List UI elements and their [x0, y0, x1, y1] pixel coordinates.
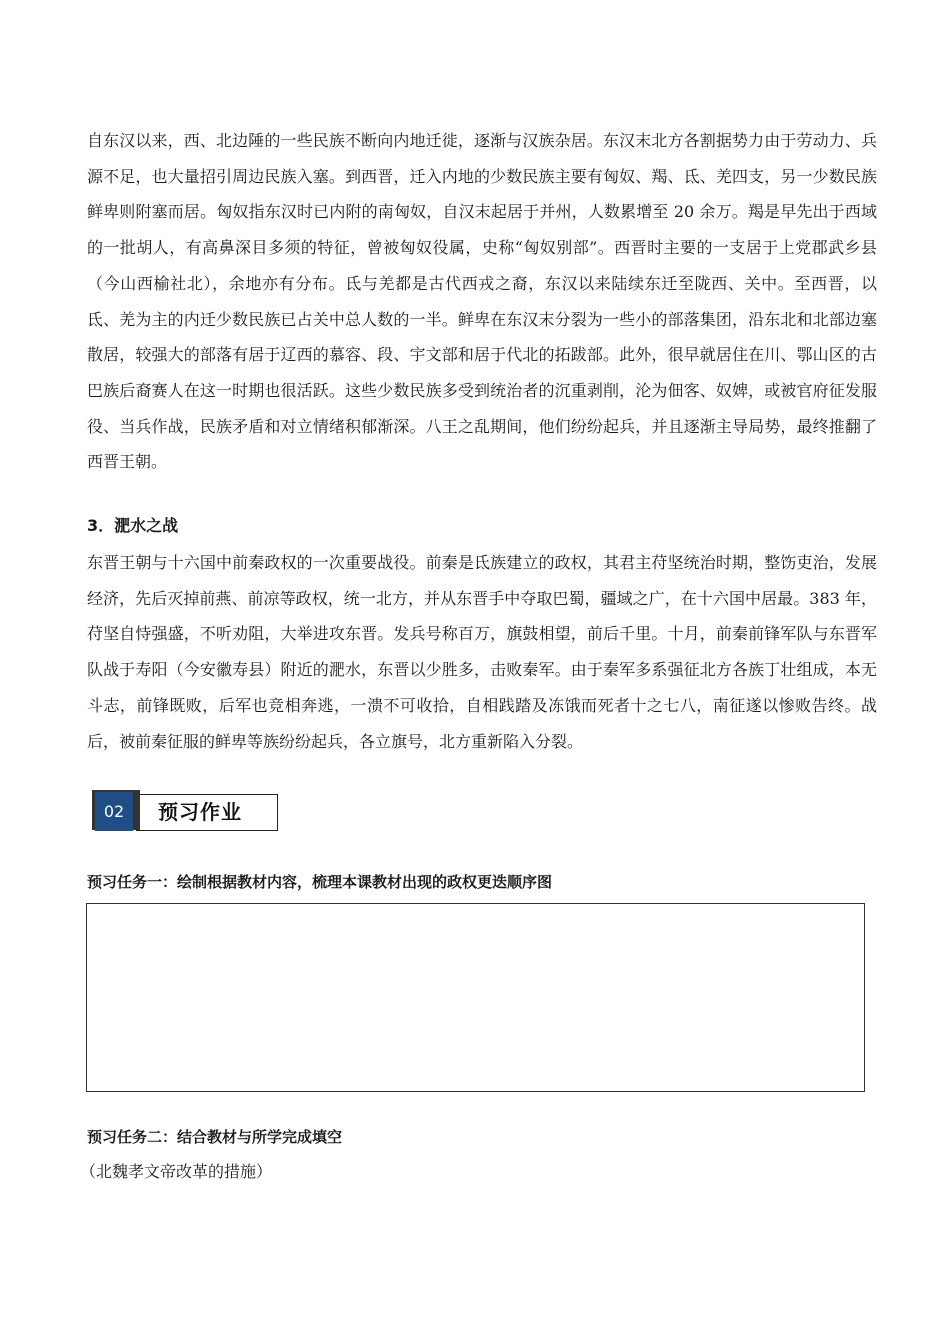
body-paragraph-migration: 自东汉以来，西、北边陲的一些民族不断向内地迁徙，逐渐与汉族杂居。东汉末北方各割据势力由于劳动力、兵源不足，也大量招引周边民族入塞。到西晋，迁入内地的少数民族主要有匈奴、羯、氐、羌四支，另一少数民族鲜卑则附塞而居。匈奴指东汉时已内附的南匈奴，自汉末起居于并州，人数累增至 20 余万。羯是早先出于西域的一批胡人，有高鼻深目多须的特征，曾被匈奴役属，史称“匈奴别部”。西晋时主要的一支居于上党郡武乡县（今山西榆社北），余地亦有分布。氐与羌都是古代西戎之裔，东汉以来陆续东迁至陇西、关中。至西晋，以氐、羌为主的内迁少数民族已占关中总人数的一半。鲜卑在东汉末分裂为一些小的部落集团，沿东北和北部边塞散居，较强大的部落有居于辽西的慕容、段、宇文部和居于代北的拓跋部。此外，很早就居住在川、鄂山区的古巴族后裔赛人在这一时期也很活跃。这些少数民族多受到统治者的沉重剥削，沦为佃客、奴婢，或被官府征发服役、当兵作战，民族矛盾和对立情绪积郁渐深。八王之乱期间，他们纷纷起兵，并且逐渐主导局势，最终推翻了西晋王朝。	[87, 131, 877, 472]
task-two-note: （北魏孝文帝改革的措施）	[80, 1162, 273, 1181]
banner-number-badge: 02	[95, 792, 133, 831]
task-two-heading: 预习任务二：结合教材与所学完成填空	[87, 1128, 343, 1146]
body-paragraph-feishui: 东晋王朝与十六国中前秦政权的一次重要战役。前秦是氐族建立的政权，其君主苻坚统治时期，整饬吏治，发展经济，先后灭掉前燕、前凉等政权，统一北方，并从东晋手中夺取巴蜀，疆域之广，在十六国中居最。383 年，苻坚自恃强盛，不听劝阻，大举进攻东晋。发兵号称百万，旗鼓相望，前后千里。十月，前秦前锋军队与东晋军队战于寿阳（今安徽寿县）附近的淝水，东晋以少胜多，击败秦军。由于秦军多系强征北方各族丁壮组成，本无斗志，前锋既败，后军也竞相奔逃，一溃不可收拾，自相践踏及冻饿而死者十之七八，南征遂以惨败告终。战后，被前秦征服的鲜卑等族纷纷起兵，各立旗号，北方重新陷入分裂。	[87, 553, 877, 751]
task-one-answer-box[interactable]	[86, 903, 865, 1092]
task-one-heading: 预习任务一：绘制根据教材内容，梳理本课教材出现的政权更迭顺序图	[87, 873, 553, 891]
banner-title: 预习作业	[158, 800, 242, 824]
section-banner-preview-homework	[92, 790, 280, 834]
section-heading-feishui: 3．淝水之战	[87, 516, 179, 535]
